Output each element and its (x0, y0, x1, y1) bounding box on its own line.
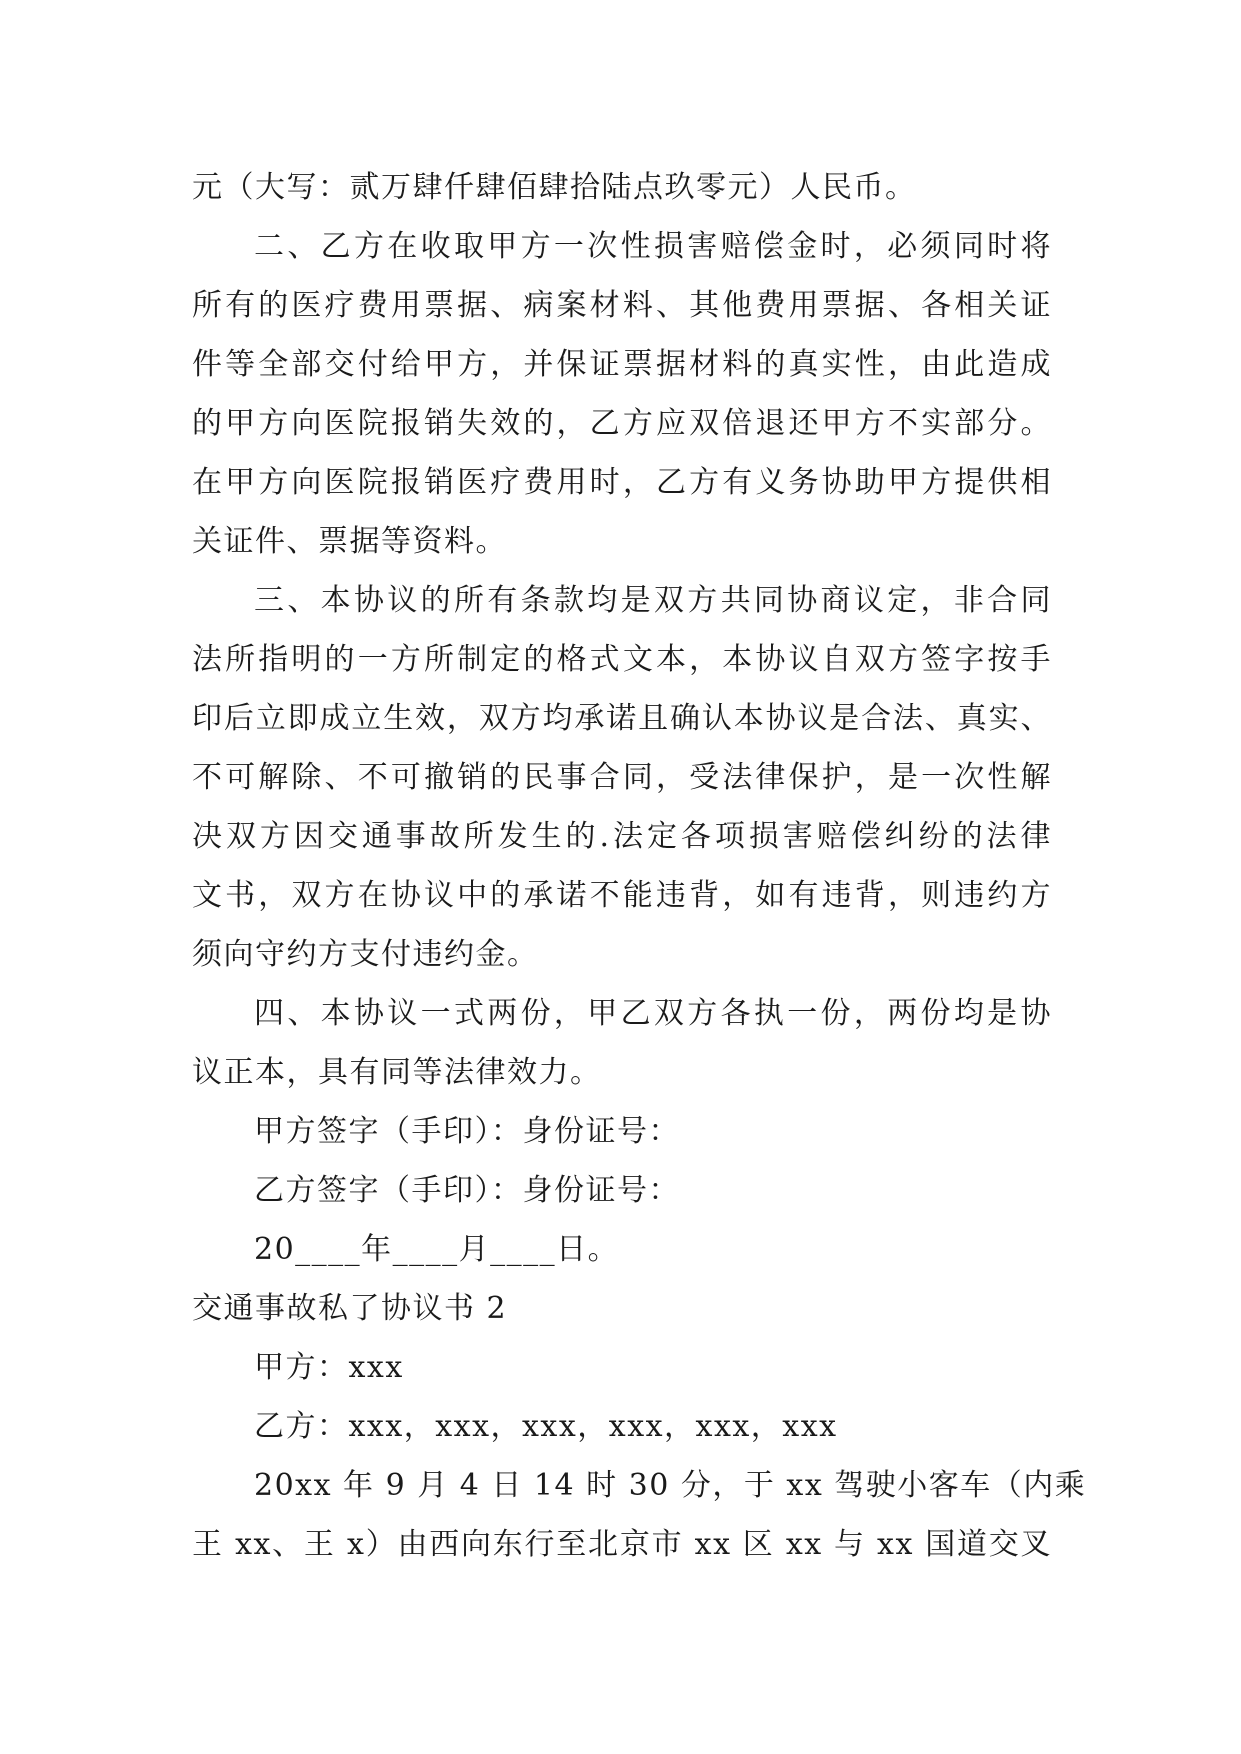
text-line: 法所指明的一方所制定的格式文本，本协议自双方签字按手 (192, 642, 1052, 677)
document-body (192, 158, 1087, 1574)
text-line: 印后立即成立生效，双方均承诺且确认本协议是合法、真实、 (192, 701, 1052, 736)
text-line: 不可解除、不可撤销的民事合同，受法律保护，是一次性解 (192, 760, 1052, 795)
text-line: 关证件、票据等资料。 (192, 524, 507, 559)
text-line: 甲方签字（手印）：身份证号： (254, 1114, 680, 1149)
text-line: 在甲方向医院报销医疗费用时，乙方有义务协助甲方提供相 (192, 465, 1052, 500)
text-line: 件等全部交付给甲方，并保证票据材料的真实性，由此造成 (192, 347, 1052, 382)
text-line: 的甲方向医院报销失效的，乙方应双倍退还甲方不实部分。 (192, 406, 1052, 441)
text-line: 所有的医疗费用票据、病案材料、其他费用票据、各相关证 (192, 288, 1052, 323)
text-line: 须向守约方支付违约金。 (192, 937, 539, 972)
text-line: 决双方因交通事故所发生的.法定各项损害赔偿纠纷的法律 (192, 819, 1052, 854)
text-line: 议正本，具有同等法律效力。 (192, 1055, 602, 1090)
text-line: 交通事故私了协议书 2 (192, 1291, 508, 1326)
text-line: 文书，双方在协议中的承诺不能违背，如有违背，则违约方 (192, 878, 1052, 913)
text-line: 乙方签字（手印）：身份证号： (254, 1173, 680, 1208)
text-line: 甲方：xxx (254, 1350, 404, 1385)
text-line: 三、本协议的所有条款均是双方共同协商议定，非合同 (254, 583, 1052, 618)
text-line: 二、乙方在收取甲方一次性损害赔偿金时，必须同时将 (254, 229, 1052, 264)
text-line: 20xx 年 9 月 4 日 14 时 30 分，于 xx 驾驶小客车（内乘 (254, 1468, 1087, 1503)
text-line: 20____年____月____日。 (254, 1232, 620, 1267)
text-line: 四、本协议一式两份，甲乙双方各执一份，两份均是协 (254, 996, 1052, 1031)
text-line: 元（大写：贰万肆仟肆佰肆拾陆点玖零元）人民币。 (192, 170, 917, 205)
text-line: 乙方：xxx，xxx，xxx，xxx，xxx，xxx (254, 1409, 838, 1444)
text-line: 王 xx、王 x）由西向东行至北京市 xx 区 xx 与 xx 国道交叉 (192, 1527, 1052, 1562)
